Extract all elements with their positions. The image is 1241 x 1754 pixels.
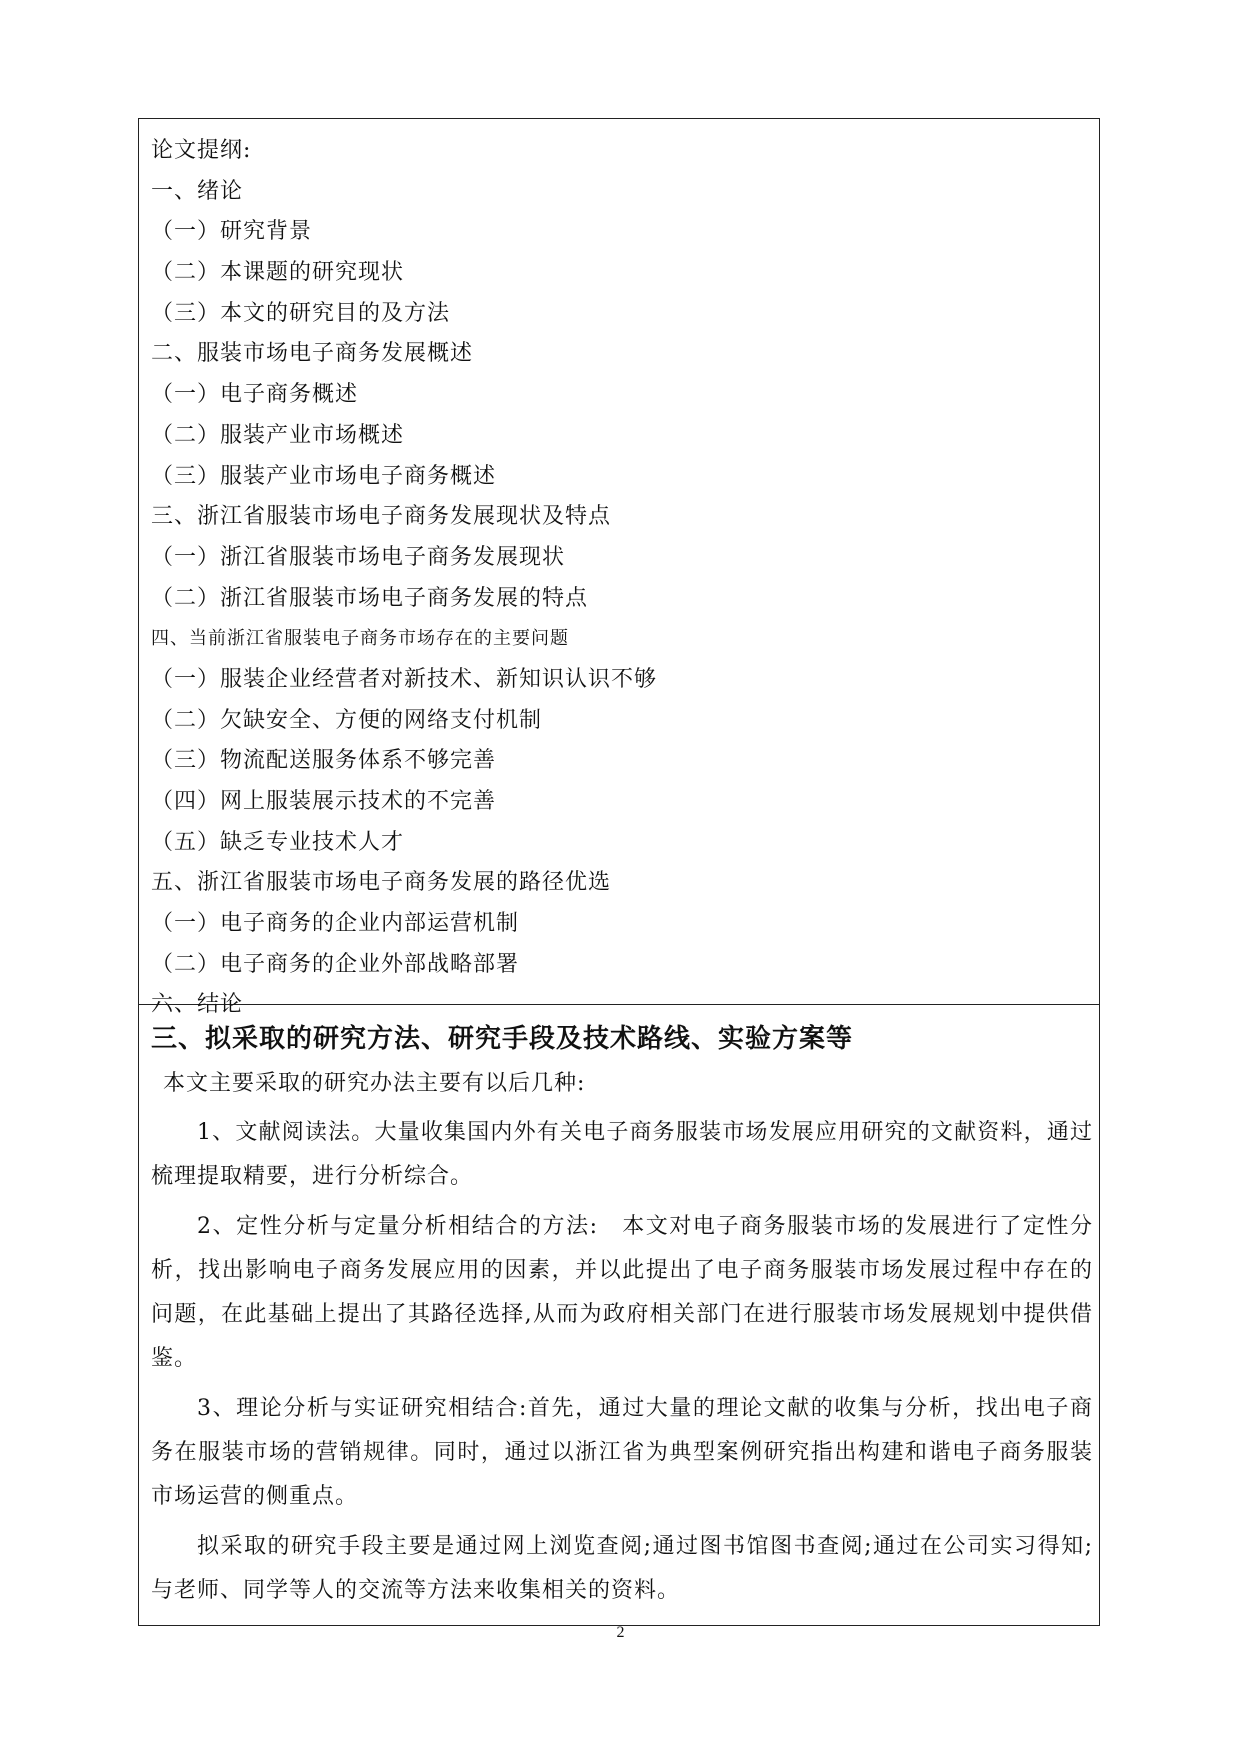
outline-item: （三）服装产业市场电子商务概述 xyxy=(151,463,497,489)
outline-item: （五）缺乏专业技术人才 xyxy=(151,829,405,855)
outline-item: （二）服装产业市场概述 xyxy=(151,422,405,448)
outline-item: （三）本文的研究目的及方法 xyxy=(151,300,451,326)
outline-item: （二）本课题的研究现状 xyxy=(151,260,405,286)
outline-cell xyxy=(139,119,1099,1018)
methods-paragraph: 3、理论分析与实证研究相结合:首先，通过大量的理论文献的收集与分析，找出电子商务在服装市场的营销规律。同时，通过以浙江省为典型案例研究指出构建和谐电子商务服装市场运营的侧重点。 xyxy=(151,1396,1093,1509)
outline-item: （一）电子商务的企业内部运营机制 xyxy=(151,911,520,937)
methods-paragraph: 2、定性分析与定量分析相结合的方法: 本文对电子商务服装市场的发展进行了定性分析，找出影响电子商务发展应用的因素，并以此提出了电子商务服装市场发展过程中存在的问题，在此基础上提出了其路径选择,从而为政府相关部门在进行服装市场发展规划中提供借鉴。 xyxy=(151,1214,1093,1371)
outline-item: 四、当前浙江省服装电子商务市场存在的主要问题 xyxy=(151,628,569,650)
outline-item: 六、结论 xyxy=(151,992,244,1018)
page-number: 2 xyxy=(616,1624,625,1641)
outline-item: 一、绪论 xyxy=(151,178,244,204)
outline-item: （二）欠缺安全、方便的网络支付机制 xyxy=(151,707,543,733)
methods-intro: 本文主要采取的研究办法主要有以后几种: xyxy=(163,1071,586,1096)
outline-item: （二）浙江省服装市场电子商务发展的特点 xyxy=(151,585,589,611)
outline-item: （二）电子商务的企业外部战略部署 xyxy=(151,951,520,977)
outline-item: 三、浙江省服装市场电子商务发展现状及特点 xyxy=(151,504,612,530)
outline-item: （一）浙江省服装市场电子商务发展现状 xyxy=(151,544,566,570)
outline-item: 五、浙江省服装市场电子商务发展的路径优选 xyxy=(151,870,612,896)
outline-item: （一）电子商务概述 xyxy=(151,382,359,408)
outline-item: （一）服装企业经营者对新技术、新知识认识不够 xyxy=(151,666,658,692)
outline-item: 二、服装市场电子商务发展概述 xyxy=(151,341,474,367)
methods-cell xyxy=(139,1005,1099,1625)
methods-paragraph: 1、文献阅读法。大量收集国内外有关电子商务服装市场发展应用研究的文献资料，通过梳理提取精要，进行分析综合。 xyxy=(151,1120,1093,1189)
outline-item: （四）网上服装展示技术的不完善 xyxy=(151,789,497,814)
section-heading: 三、拟采取的研究方法、研究手段及技术路线、实验方案等 xyxy=(151,1024,854,1054)
outline-item: （三）物流配送服务体系不够完善 xyxy=(151,748,497,774)
outline-item: （一）研究背景 xyxy=(151,219,313,245)
methods-paragraph: 拟采取的研究手段主要是通过网上浏览查阅;通过图书馆图书查阅;通过在公司实习得知;与老师、同学等人的交流等方法来收集相关的资料。 xyxy=(151,1534,1093,1603)
outline-title: 论文提纲: xyxy=(151,138,252,163)
proposal-form-table xyxy=(138,118,1100,1626)
